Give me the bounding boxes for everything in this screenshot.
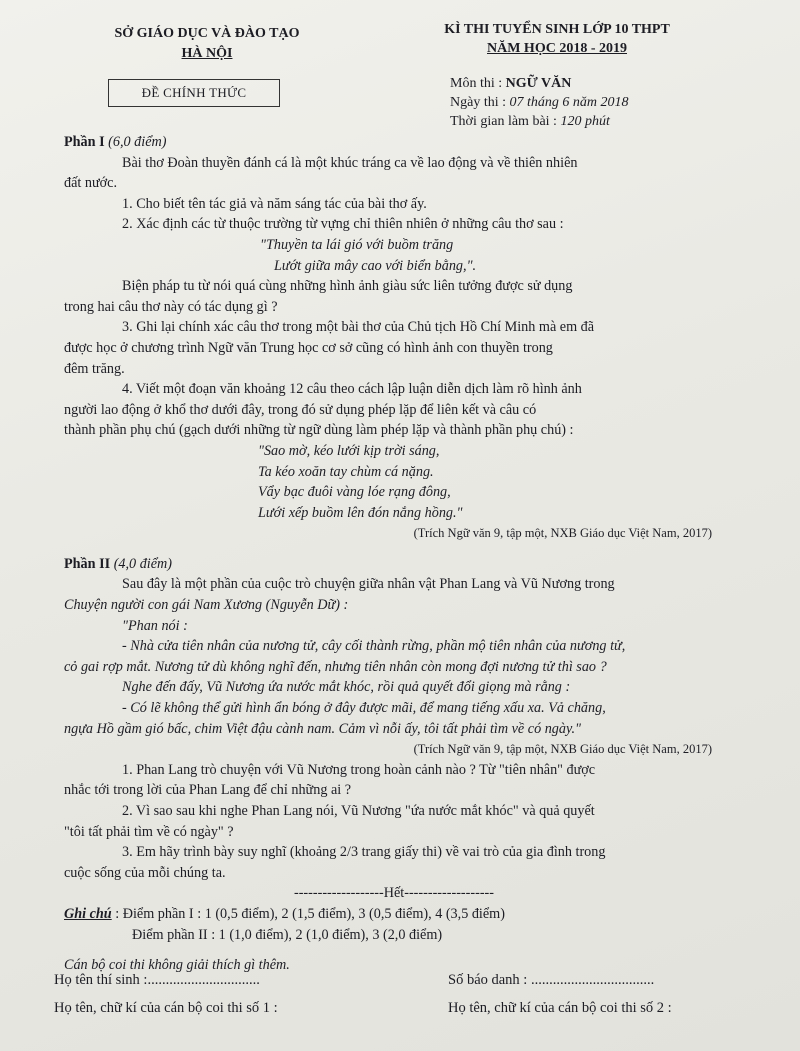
part2-intro-cont: Chuyện người con gái Nam Xương (Nguyễn Dữ) : — [64, 597, 349, 614]
part2-source: (Trích Ngữ văn 9, tập một, NXB Giáo dục Việt Nam, 2017) — [413, 742, 712, 757]
poem-line: Vẩy bạc đuôi vàng lóe rạng đông, — [258, 484, 451, 501]
subject-value: NGỮ VĂN — [505, 76, 572, 91]
part1-q3-cont: được học ở chương trình Ngữ văn Trung học cơ sở cũng có hình ảnh con thuyền trong — [64, 339, 553, 356]
part1-q4-cont: thành phần phụ chú (gạch dưới những từ ngữ dùng làm phép lặp và thành phần phụ chú) : — [64, 422, 574, 439]
part2-q3-cont: cuộc sống của mỗi chúng ta. — [64, 864, 226, 881]
department-city: HÀ NỘI — [181, 46, 233, 61]
part2-points: (4,0 điểm) — [113, 555, 172, 572]
part2-intro: Sau đây là một phần của cuộc trò chuyện giữa nhân vật Phan Lang và Vũ Nương trong — [122, 576, 615, 593]
time-value: 120 phút — [560, 114, 610, 129]
part2-q1-cont: nhắc tới trong lời của Phan Lang để chỉ những ai ? — [64, 782, 352, 799]
part2-q2-cont: "tôi tất phải tìm về có ngày" ? — [64, 823, 234, 840]
part1-intro-cont: đất nước. — [64, 175, 118, 192]
dialogue-line: "Phan nói : — [122, 617, 188, 634]
candidate-number-field: Số báo danh : .................................. — [448, 972, 655, 988]
dialogue-line: - Có lẽ không thể gửi hình ẩn bóng ở đây được mãi, để mang tiếng xấu xa. Vả chăng, — [122, 700, 606, 717]
part1-source: (Trích Ngữ văn 9, tập một, NXB Giáo dục Việt Nam, 2017) — [413, 526, 712, 541]
part1-q4-cont: người lao động ở khổ thơ dưới đây, trong đó sử dụng phép lặp để liên kết và câu có — [64, 401, 537, 418]
exam-header — [392, 20, 722, 58]
exam-meta — [450, 74, 629, 131]
dialogue-line: ngựa Hồ gầm gió bấc, chim Việt đậu cành nam. Cảm vì nỗi ấy, tôi tất phải tìm về có ngày." — [64, 720, 582, 737]
date-value: 07 tháng 6 năm 2018 — [509, 95, 629, 110]
part1-title: Phần I — [64, 134, 105, 150]
poem-line: Ta kéo xoăn tay chùm cá nặng. — [258, 463, 434, 480]
part2-q1: 1. Phan Lang trò chuyện với Vũ Nương trong hoàn cảnh nào ? Từ "tiên nhân" được — [122, 761, 596, 778]
note-part1: : Điểm phần I : 1 (0,5 điểm), 2 (1,5 điểm), 3 (0,5 điểm), 4 (3,5 điểm) — [111, 905, 505, 922]
part1-q2: 2. Xác định các từ thuộc trường từ vựng chỉ thiên nhiên ở những câu thơ sau : — [122, 216, 564, 233]
verse-line: Lướt giữa mây cao với biển bằng,". — [274, 257, 477, 274]
part2-title: Phần II — [64, 555, 111, 572]
proctor2-field: Họ tên, chữ kí của cán bộ coi thi số 2 : — [448, 1000, 672, 1016]
grading-note — [64, 904, 724, 925]
candidate-name-field: Họ tên thí sinh :............................... — [54, 972, 260, 988]
part1-q1: 1. Cho biết tên tác giả và năm sáng tác của bài thơ ấy. — [122, 195, 427, 212]
official-exam-box: ĐỀ CHÍNH THỨC — [108, 79, 280, 107]
note-label: Ghi chú — [64, 905, 112, 922]
proctor1-field: Họ tên, chữ kí của cán bộ coi thi số 1 : — [54, 1000, 278, 1016]
part2-q2: 2. Vì sao sau khi nghe Phan Lang nói, Vũ Nương "ứa nước mắt khóc" và quả quyết — [122, 803, 595, 819]
proctor-note: Cán bộ coi thi không giải thích gì thêm. — [64, 957, 290, 974]
dialogue-line: Nghe đến đấy, Vũ Nương ứa nước mắt khóc, rồi quả quyết đổi giọng mà rằng : — [122, 679, 571, 696]
dialogue-line: cỏ gai rợp mắt. Nương tử dù không nghĩ đến, nhưng tiên nhân còn mong đợi nương tử thì sao ? — [64, 658, 607, 675]
proctor-row — [54, 1000, 754, 1017]
dialogue-line: - Nhà cửa tiên nhân của nương tử, cây cối thành rừng, phần mộ tiên nhân của nương tử, — [122, 638, 626, 655]
poem-line: Lưới xếp buồm lên đón nắng hồng." — [258, 504, 463, 521]
candidate-row — [54, 972, 754, 989]
department-header — [82, 24, 332, 64]
part1-q2b-cont: trong hai câu thơ này có tác dụng gì ? — [64, 298, 278, 315]
poem-line: "Sao mờ, kéo lưới kịp trời sáng, — [258, 442, 440, 459]
end-marker: -------------------Hết------------------- — [293, 885, 495, 902]
date-label: Ngày thi : — [450, 95, 510, 110]
part2-heading — [64, 554, 724, 575]
part1-heading — [64, 132, 724, 153]
exam-title: KÌ THI TUYỂN SINH LỚP 10 THPT — [444, 22, 670, 37]
note-part2: Điểm phần II : 1 (1,0 điểm), 2 (1,0 điểm), 3 (2,0 điểm) — [132, 926, 443, 943]
part1-q3-cont: đêm trăng. — [64, 360, 125, 377]
part1-points: (6,0 điểm) — [108, 134, 167, 150]
verse-line: "Thuyền ta lái gió với buồm trăng — [260, 236, 454, 253]
exam-body — [64, 132, 724, 976]
part1-q4: 4. Viết một đoạn văn khoảng 12 câu theo cách lập luận diễn dịch làm rõ hình ảnh — [122, 381, 582, 398]
department-name: SỞ GIÁO DỤC VÀ ĐÀO TẠO — [114, 26, 300, 41]
subject-label: Môn thi : — [450, 76, 506, 91]
time-label: Thời gian làm bài : — [450, 114, 561, 129]
part2-q3: 3. Em hãy trình bày suy nghĩ (khoảng 2/3 trang giấy thi) về vai trò của gia đình trong — [122, 844, 606, 861]
part1-q2b: Biện pháp tu từ nói quá cùng những hình ảnh giàu sức liên tưởng được sử dụng — [122, 278, 573, 295]
part1-intro: Bài thơ Đoàn thuyền đánh cá là một khúc tráng ca về lao động và về thiên nhiên — [122, 154, 578, 171]
school-year: NĂM HỌC 2018 - 2019 — [487, 41, 627, 56]
part1-q3: 3. Ghi lại chính xác câu thơ trong một bài thơ của Chủ tịch Hồ Chí Minh mà em đã — [122, 319, 595, 336]
